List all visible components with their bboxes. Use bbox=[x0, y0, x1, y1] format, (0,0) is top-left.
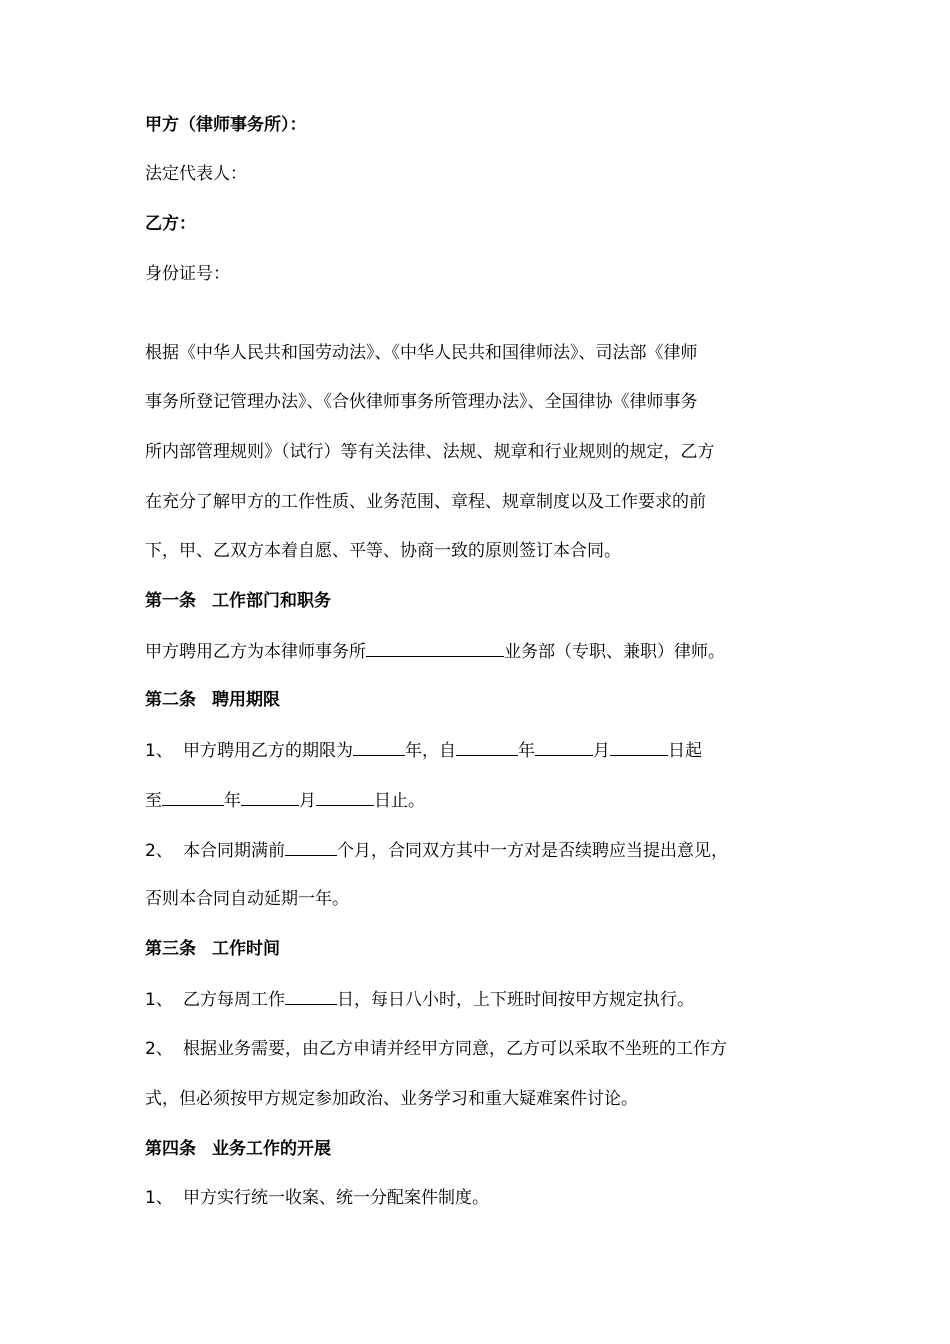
department-blank bbox=[366, 639, 504, 657]
end-month-blank bbox=[241, 788, 299, 806]
party-b-label: 乙方： bbox=[145, 214, 196, 234]
intro-line-2: 事务所登记管理办法》、《合伙律师事务所管理办法》、全国律协《律师事务 bbox=[145, 392, 698, 412]
article-3-item-2 bbox=[145, 1037, 727, 1061]
item-text: 年 bbox=[518, 741, 535, 761]
article-2-number: 第二条 bbox=[145, 690, 196, 710]
article-4-number: 第四条 bbox=[145, 1139, 196, 1159]
article-2-heading bbox=[145, 688, 280, 712]
article-2-item-1-line-2 bbox=[145, 788, 425, 813]
article-4-heading bbox=[145, 1137, 331, 1161]
party-a-label: 甲方（律师事务所）： bbox=[145, 115, 307, 135]
article-1-text bbox=[145, 639, 725, 664]
item-number: 1、 bbox=[145, 1188, 173, 1208]
item-text: 年 bbox=[224, 791, 241, 811]
intro-line-3: 所内部管理规则》（试行）等有关法律、法规、规章和行业规则的规定，乙方 bbox=[145, 442, 715, 462]
notice-months-blank bbox=[285, 838, 337, 856]
term-years-blank bbox=[353, 738, 405, 756]
item-text: 甲方实行统一收案、统一分配案件制度。 bbox=[183, 1188, 489, 1208]
intro-line-1: 根据《中华人民共和国劳动法》、《中华人民共和国律师法》、司法部《律师 bbox=[145, 343, 698, 363]
article-3-item-2-line-2: 式，但必须按甲方规定参加政治、业务学习和重大疑难案件讨论。 bbox=[145, 1089, 638, 1109]
article-3-title: 工作时间 bbox=[212, 939, 280, 959]
article-1-title: 工作部门和职务 bbox=[212, 591, 331, 611]
item-text: 甲方聘用乙方的期限为 bbox=[183, 741, 353, 761]
intro-line-5: 下，甲、乙双方本着自愿、平等、协商一致的原则签订本合同。 bbox=[145, 541, 621, 561]
article-2-item-1 bbox=[145, 738, 702, 763]
item-text: 根据业务需要，由乙方申请并经甲方同意，乙方可以采取不坐班的工作方 bbox=[183, 1039, 727, 1059]
end-day-blank bbox=[316, 788, 374, 806]
start-month-blank bbox=[535, 738, 593, 756]
item-text: 日，每日八小时，上下班时间按甲方规定执行。 bbox=[337, 990, 694, 1010]
item-number: 2、 bbox=[145, 841, 173, 861]
end-year-blank bbox=[162, 788, 224, 806]
article-4-title: 业务工作的开展 bbox=[212, 1139, 331, 1159]
item-text: 年，自 bbox=[405, 741, 456, 761]
article-2-item-2 bbox=[145, 838, 728, 863]
article-1-heading bbox=[145, 589, 331, 613]
item-number: 2、 bbox=[145, 1039, 173, 1059]
article-4-item-1 bbox=[145, 1186, 489, 1210]
item-text: 月 bbox=[299, 791, 316, 811]
legal-representative-label: 法定代表人： bbox=[145, 164, 247, 184]
id-number-label: 身份证号： bbox=[145, 264, 230, 284]
item-text: 至 bbox=[145, 791, 162, 811]
work-days-blank bbox=[285, 987, 337, 1005]
article-2-item-2-line-2: 否则本合同自动延期一年。 bbox=[145, 889, 349, 909]
start-day-blank bbox=[610, 738, 668, 756]
item-number: 1、 bbox=[145, 990, 173, 1010]
article-1-text-after: 业务部（专职、兼职）律师。 bbox=[504, 642, 725, 662]
item-text: 日止。 bbox=[374, 791, 425, 811]
item-text: 乙方每周工作 bbox=[183, 990, 285, 1010]
intro-line-4: 在充分了解甲方的工作性质、业务范围、章程、规章制度以及工作要求的前 bbox=[145, 492, 706, 512]
article-1-text-before: 甲方聘用乙方为本律师事务所 bbox=[145, 642, 366, 662]
article-3-number: 第三条 bbox=[145, 939, 196, 959]
article-3-heading bbox=[145, 937, 280, 961]
item-text: 本合同期满前 bbox=[183, 841, 285, 861]
start-year-blank bbox=[456, 738, 518, 756]
item-number: 1、 bbox=[145, 741, 173, 761]
article-3-item-1 bbox=[145, 987, 694, 1012]
item-text: 月 bbox=[593, 741, 610, 761]
item-text: 日起 bbox=[668, 741, 702, 761]
item-text: 个月，合同双方其中一方对是否续聘应当提出意见， bbox=[337, 841, 728, 861]
article-2-title: 聘用期限 bbox=[212, 690, 280, 710]
article-1-number: 第一条 bbox=[145, 591, 196, 611]
